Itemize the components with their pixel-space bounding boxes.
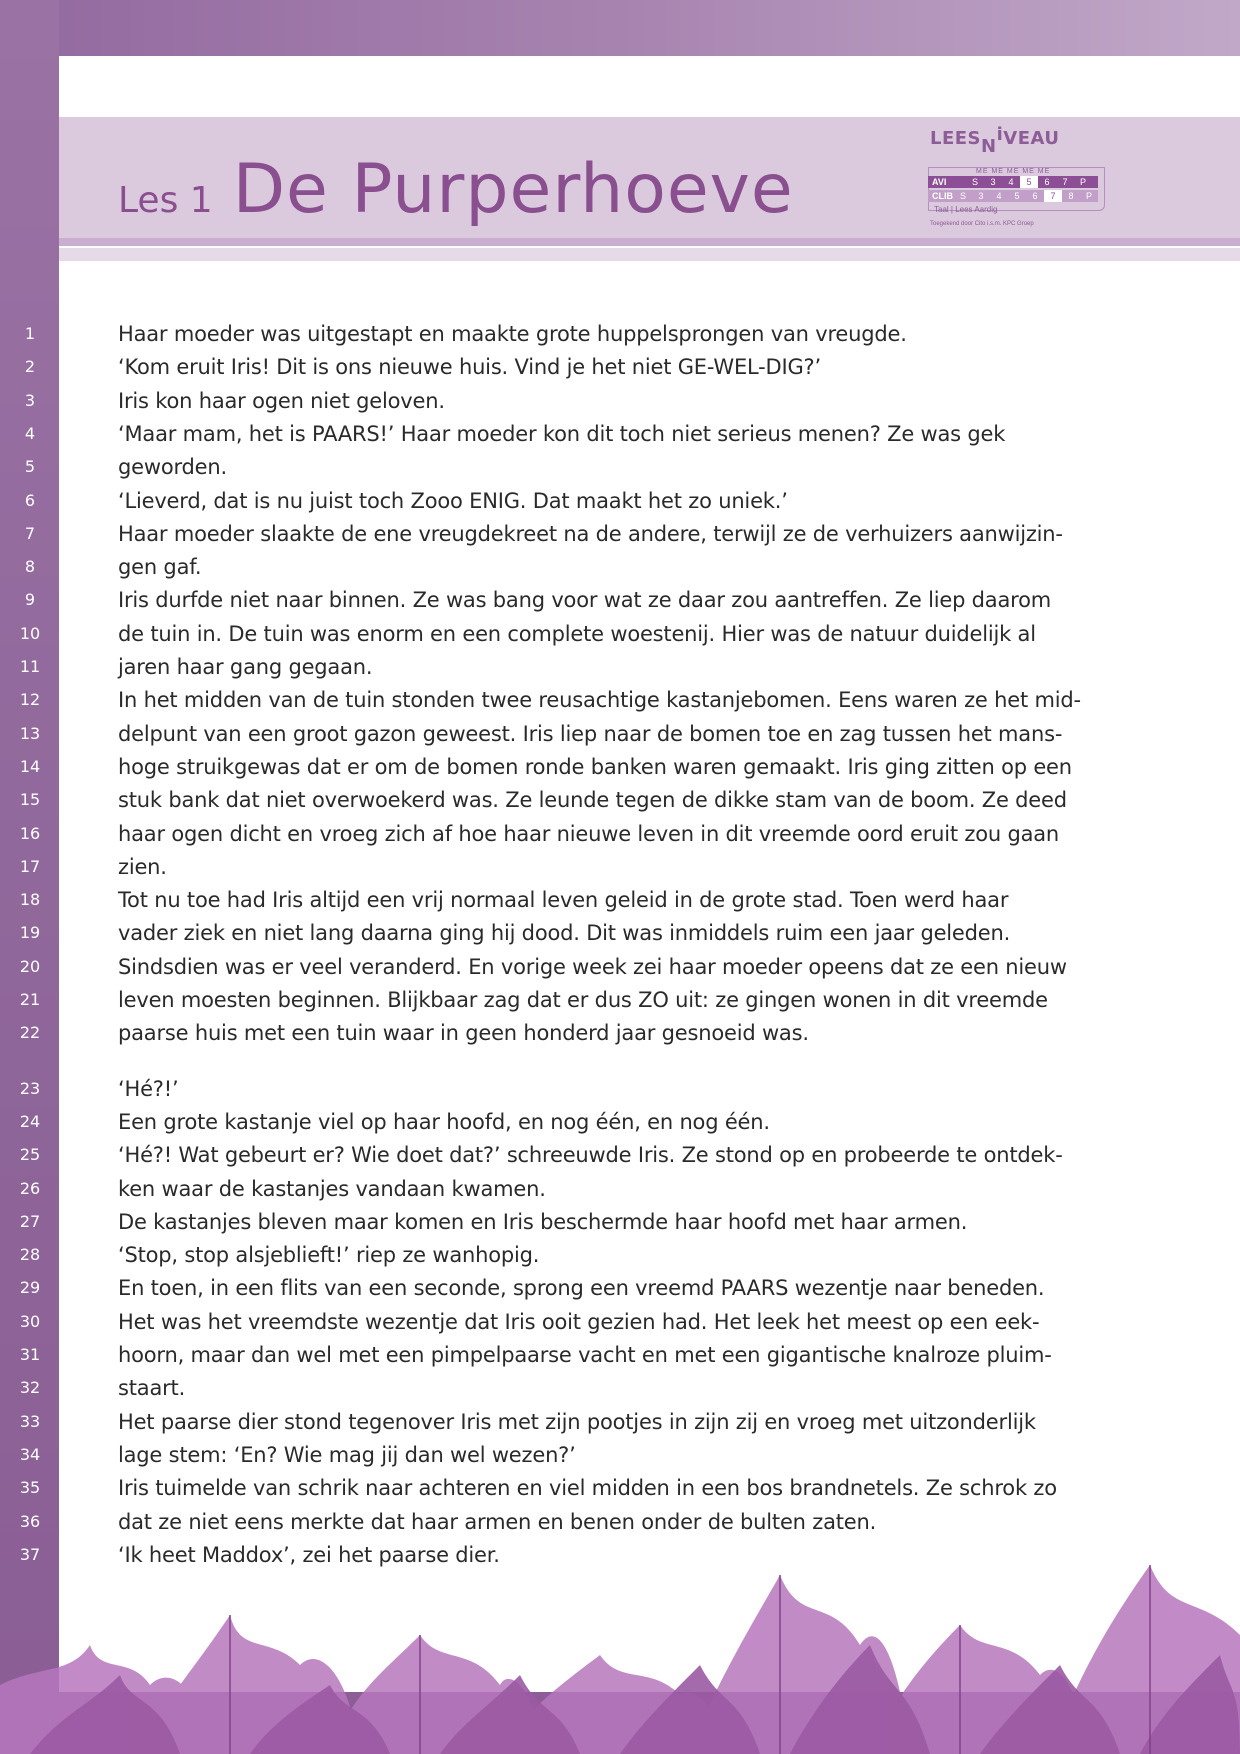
avi-cell: 5 [1020, 176, 1038, 188]
story-line: Een grote kastanje viel op haar hoofd, en nog één, en nog één. [118, 1109, 770, 1134]
reading-level-badge [928, 124, 1103, 233]
clib-cell: 4 [996, 191, 1002, 201]
lesson-title: De Purperhoeve [232, 150, 794, 229]
badge-me-row: ME ME ME ME ME [976, 168, 1051, 175]
line-number: 31 [19, 1345, 41, 1364]
story-line: ‘Stop, stop alsjeblieft!’ riep ze wanhopig. [118, 1243, 540, 1268]
badge-credit: Toegekend door Cito i.s.m. KPC Groep [930, 221, 1034, 227]
story-line: gen gaf. [118, 555, 202, 580]
clib-cell: 7 [1044, 190, 1062, 202]
story-line: Iris durfde niet naar binnen. Ze was bang voor wat ze daar zou aantreffen. Ze liep daarom [118, 588, 1052, 613]
clib-cell: S [959, 191, 966, 201]
story-line: En toen, in een flits van een seconde, sprong een vreemd PAARS wezentje naar beneden. [118, 1276, 1045, 1301]
badge-logo-part: VEAU [1003, 128, 1060, 149]
line-number: 27 [19, 1211, 41, 1231]
clib-cell: 6 [1032, 191, 1038, 201]
line-number: 34 [19, 1444, 41, 1464]
line-number: 36 [19, 1511, 41, 1531]
line-number: 15 [19, 790, 41, 810]
story-line: Sindsdien was er veel veranderd. En vorige week zei haar moeder opeens dat ze een nieuw [118, 954, 1067, 979]
story-line: Tot nu toe had Iris altijd een vrij normaal leven geleid in de grote stad. Toen werd haar [118, 888, 1009, 913]
line-number: 2 [24, 357, 36, 377]
story-line: paarse huis met een tuin waar in geen honderd jaar gesnoeid was. [118, 1021, 809, 1046]
header-divider-light [59, 248, 1240, 261]
top-decor-band [0, 0, 1240, 56]
story-line: ‘Maar mam, het is PAARS!’ Haar moeder kon dit toch niet serieus menen? Ze was gek [118, 421, 1006, 446]
line-number: 9 [24, 590, 36, 610]
story-line: staart. [118, 1376, 186, 1401]
line-number: 6 [24, 490, 36, 510]
badge-avi-row [928, 176, 1098, 188]
header-divider [59, 238, 1240, 246]
story-line: In het midden van de tuin stonden twee reusachtige kastanjebomen. Eens waren ze het mid- [118, 688, 1081, 713]
clib-cell: 8 [1068, 191, 1074, 201]
story-line: ‘Hé?! Wat gebeurt er? Wie doet dat?’ schreeuwde Iris. Ze stond op en probeerde te ontdek- [118, 1143, 1063, 1168]
line-number: 11 [19, 657, 41, 676]
story-line: ‘Ik heet Maddox’, zei het paarse dier. [118, 1542, 500, 1567]
avi-cell: 4 [1008, 177, 1014, 187]
story-line: de tuin in. De tuin was enorm en een complete woestenij. Hier was de natuur duidelijk al [118, 621, 1036, 646]
story-line: hoge struikgewas dat er om de bomen ronde banken waren gemaakt. Iris ging zitten op een [118, 754, 1072, 779]
story-line: ‘Hé?!’ [118, 1076, 179, 1101]
line-number: 19 [19, 923, 41, 943]
line-number: 20 [19, 956, 41, 976]
line-number: 7 [24, 523, 36, 543]
badge-clib-label: CLIB [932, 191, 953, 201]
line-number: 25 [19, 1145, 41, 1165]
story-line: jaren haar gang gegaan. [118, 655, 373, 679]
story-line: hoorn, maar dan wel met een pimpelpaarse vacht en met een gigantische knalroze pluim- [118, 1343, 1052, 1367]
story-line: De kastanjes bleven maar komen en Iris beschermde haar hoofd met haar armen. [118, 1209, 968, 1234]
story-line: zien. [118, 854, 167, 879]
line-number: 37 [19, 1544, 41, 1564]
line-number: 22 [19, 1023, 41, 1043]
line-number: 14 [19, 756, 41, 776]
avi-cell: 7 [1062, 177, 1068, 187]
story-line: haar ogen dicht en vroeg zich af hoe haar nieuwe leven in dit vreemde oord eruit zou gaan [118, 821, 1060, 846]
story-line: leven moesten beginnen. Blijkbaar zag dat er dus ZO uit: ze gingen wonen in dit vreemde [118, 988, 1048, 1012]
story-line: vader ziek en niet lang daarna ging hij dood. Dit was inmiddels ruim een jaar geleden. [118, 921, 1011, 946]
badge-clib-row [928, 190, 1098, 202]
line-number: 5 [24, 457, 36, 477]
clib-cell: P [1085, 191, 1092, 201]
story-line: Iris kon haar ogen niet geloven. [118, 388, 445, 413]
avi-cell: 3 [990, 177, 996, 187]
line-number: 1 [24, 324, 36, 343]
line-number: 30 [19, 1311, 41, 1331]
story-line: lage stem: ‘En? Wie mag jij dan wel wezen?’ [118, 1442, 576, 1467]
line-number: 29 [19, 1278, 41, 1298]
line-number: 24 [19, 1111, 41, 1131]
story-line: dat ze niet eens merkte dat haar armen en benen onder de bulten zaten. [118, 1509, 877, 1534]
badge-caption: Taal | Lees Aardig [934, 205, 998, 214]
lesson-label: Les 1 [118, 180, 213, 221]
story-line: delpunt van een groot gazon geweest. Iris liep naar de bomen toe en zag tussen het mans- [118, 721, 1063, 746]
line-number: 10 [19, 623, 41, 643]
line-number: 12 [19, 690, 41, 710]
line-number: 16 [19, 823, 41, 843]
line-number: 28 [19, 1245, 41, 1265]
story-line: geworden. [118, 455, 227, 480]
line-number: 17 [19, 856, 41, 876]
line-number: 33 [19, 1411, 41, 1431]
badge-avi-label: AVI [932, 177, 947, 187]
story-line: ‘Lieverd, dat is nu juist toch Zooo ENIG. Dat maakt het zo uniek.’ [118, 488, 788, 513]
story-line: stuk bank dat niet overwoekerd was. Ze leunde tegen de dikke stam van de boom. Ze deed [118, 788, 1067, 813]
line-number: 35 [19, 1478, 41, 1498]
badge-logo-part: N [981, 136, 997, 157]
clib-cell: 5 [1014, 191, 1020, 201]
badge-logo [930, 124, 1060, 157]
avi-cell: P [1079, 177, 1086, 187]
line-number: 26 [19, 1178, 41, 1198]
line-number: 18 [19, 890, 41, 910]
badge-logo-part: i [996, 124, 1004, 145]
story-line: Het was het vreemdste wezentje dat Iris ooit gezien had. Het leek het meest op een eek- [118, 1309, 1040, 1334]
story-line: Haar moeder was uitgestapt en maakte grote huppelsprongen van vreugde. [118, 322, 907, 346]
story-line: ken waar de kastanjes vandaan kwamen. [118, 1176, 546, 1201]
line-number: 23 [19, 1078, 41, 1098]
line-number: 32 [19, 1378, 41, 1398]
line-number: 13 [19, 723, 41, 743]
story-line: Het paarse dier stond tegenover Iris met zijn pootjes in zijn zij en vroeg met uitzonderlijk [118, 1409, 1036, 1434]
line-number: 21 [19, 990, 41, 1009]
line-number: 8 [24, 557, 36, 577]
story-line: Iris tuimelde van schrik naar achteren en viel midden in een bos brandnetels. Ze schrok zo [118, 1476, 1057, 1501]
avi-cell: 6 [1044, 177, 1050, 187]
clib-cell: 3 [978, 191, 984, 201]
line-number: 4 [24, 423, 36, 443]
avi-cell: S [971, 177, 978, 187]
story-line: ‘Kom eruit Iris! Dit is ons nieuwe huis. Vind je het niet GE-WEL-DIG?’ [118, 355, 821, 380]
story-line: Haar moeder slaakte de ene vreugdekreet na de andere, terwijl ze de verhuizers aanwijzin- [118, 521, 1063, 546]
badge-logo-part: LEES [930, 128, 982, 149]
page-title [118, 150, 794, 230]
line-number: 3 [24, 390, 36, 410]
nettle-foliage-illustration [0, 1555, 1240, 1754]
